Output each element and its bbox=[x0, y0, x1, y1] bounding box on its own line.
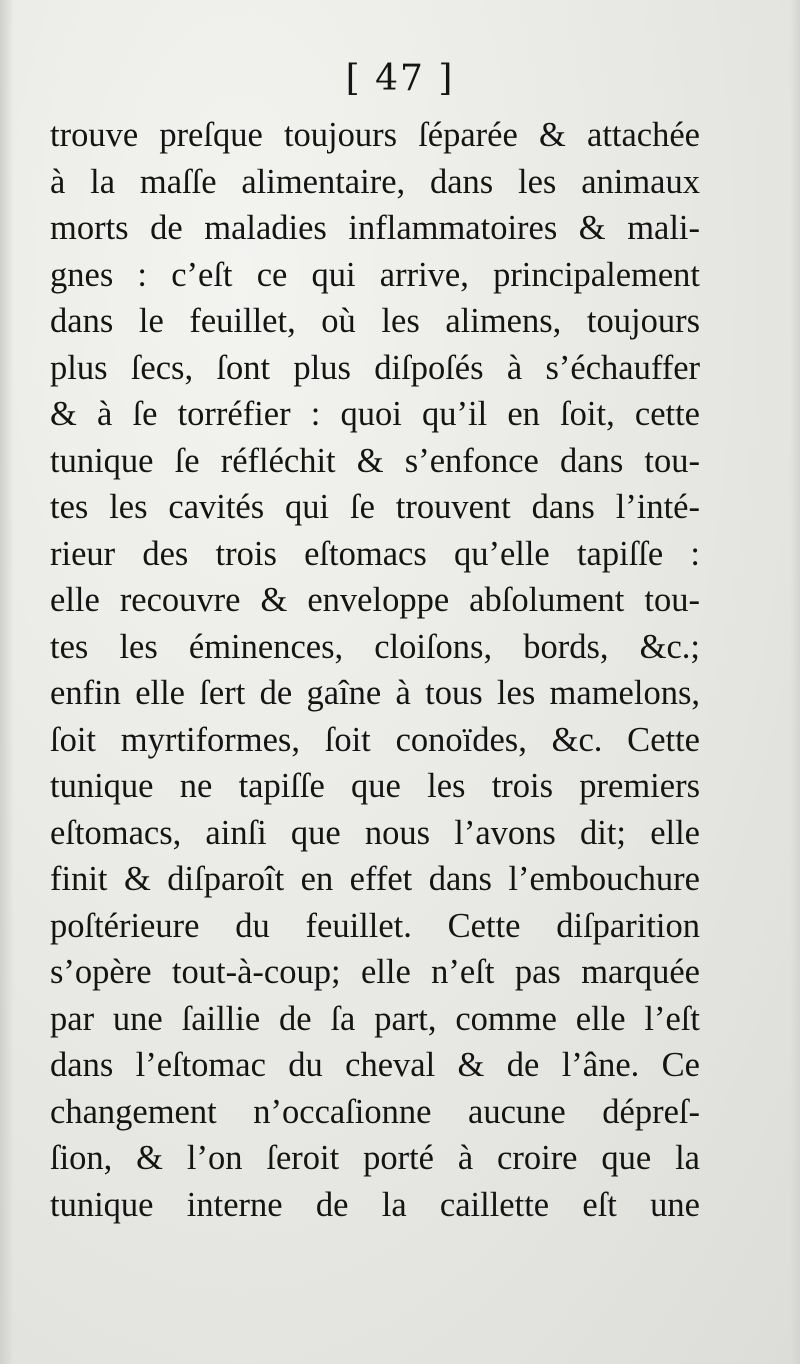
text-line: par une ſaillie de ſa part, comme elle l’eſt bbox=[50, 999, 700, 1038]
text-line: elle recouvre & enveloppe abſolument tou- bbox=[50, 581, 700, 619]
text-line: ſoit myrtiformes, ſoit conoïdes, &c. Cette bbox=[50, 720, 700, 759]
page-shadow-left bbox=[0, 0, 14, 1364]
text-line: eſtomacs, ainſi que nous l’avons dit; elle bbox=[50, 813, 700, 852]
text-line: & à ſe torréfier : quoi qu’il en ſoit, cette bbox=[50, 395, 700, 433]
text-line: s’opère tout-à-coup; elle n’eſt pas marquée bbox=[50, 953, 700, 991]
text-line: changement n’occaſionne aucune dépreſ- bbox=[50, 1092, 700, 1131]
page-body-text bbox=[50, 112, 700, 1228]
text-line: plus ſecs, ſont plus diſpoſés à s’échauffer bbox=[50, 348, 700, 387]
text-line: dans le feuillet, où les alimens, toujours bbox=[50, 302, 700, 340]
text-line: finit & diſparoît en effet dans l’embouchure bbox=[50, 860, 700, 898]
text-line: à la maſſe alimentaire, dans les animaux bbox=[50, 162, 700, 201]
page-number: [ 47 ] bbox=[345, 58, 455, 99]
page-shadow-right bbox=[790, 0, 800, 1364]
text-line: tunique ne tapiſſe que les trois premiers bbox=[50, 767, 700, 805]
text-line: trouve preſque toujours ſéparée & attachée bbox=[50, 116, 700, 154]
text-line: dans l’eſtomac du cheval & de l’âne. Ce bbox=[50, 1046, 700, 1084]
text-line: tunique ſe réfléchit & s’enfonce dans tou- bbox=[50, 441, 700, 480]
text-line: poſtérieure du feuillet. Cette diſparition bbox=[50, 906, 700, 945]
text-line: tes les cavités qui ſe trouvent dans l’inté- bbox=[50, 488, 700, 526]
text-line: ſion, & l’on ſeroit porté à croire que la bbox=[50, 1139, 700, 1177]
text-line: enfin elle ſert de gaîne à tous les mamelons, bbox=[50, 674, 700, 712]
text-line: morts de maladies inflammatoires & mali- bbox=[50, 209, 700, 247]
text-line: gnes : c’eſt ce qui arrive, principalement bbox=[50, 255, 700, 294]
text-line: tunique interne de la caillette eſt une bbox=[50, 1185, 700, 1224]
text-line: tes les éminences, cloiſons, bords, &c.; bbox=[50, 627, 700, 666]
text-line: rieur des trois eſtomacs qu’elle tapiſſe : bbox=[50, 534, 700, 573]
